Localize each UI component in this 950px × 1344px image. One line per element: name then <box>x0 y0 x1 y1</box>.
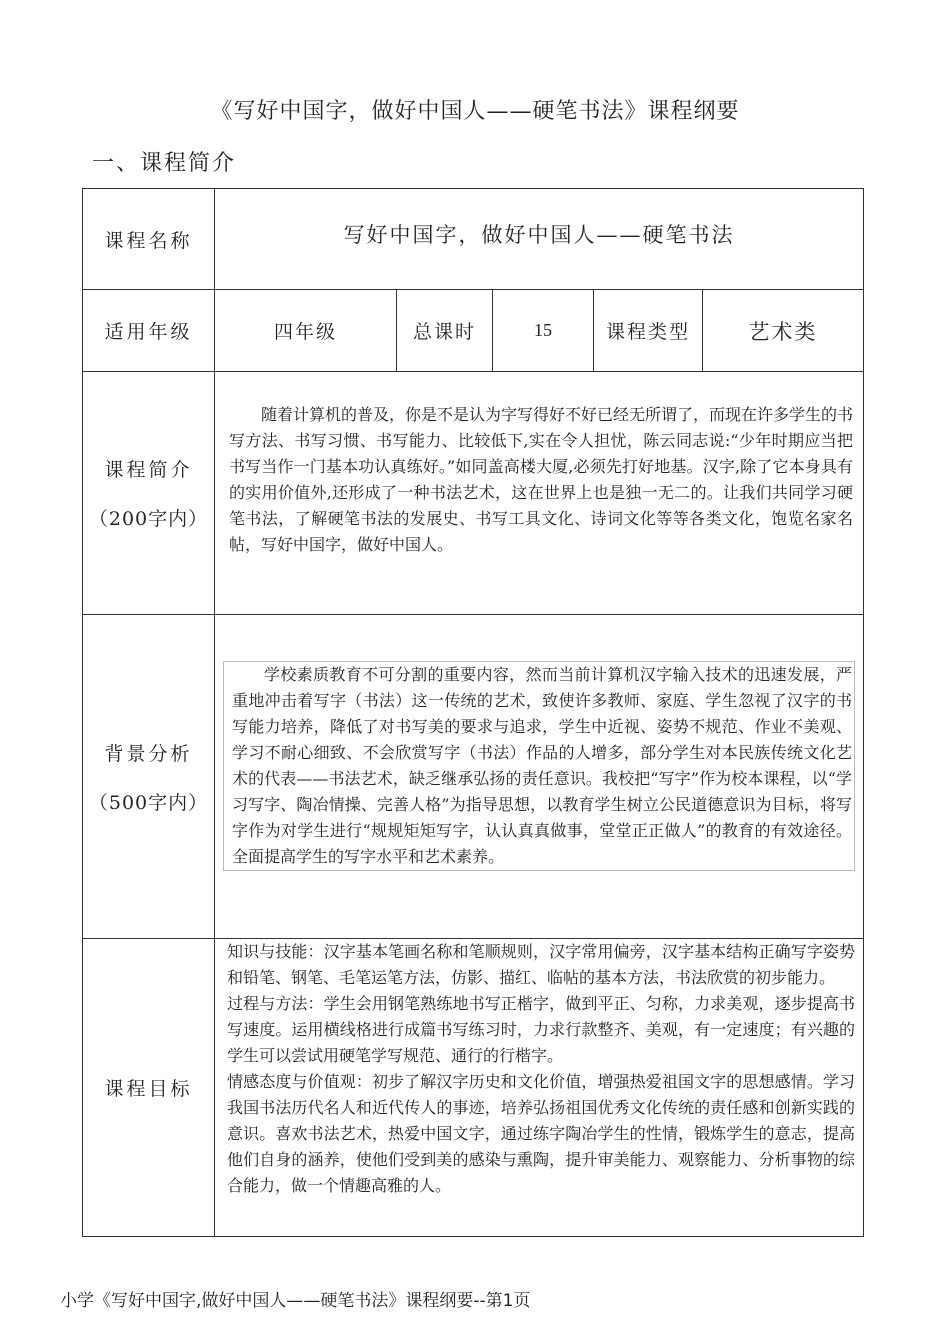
document-title: 《写好中国字，做好中国人——硬笔书法》课程纲要 <box>210 99 740 124</box>
goals-cell <box>215 939 864 1237</box>
hours-value: 15 <box>493 290 594 372</box>
background-text: 学校素质教育不可分割的重要内容，然而当前计算机汉字输入技术的迅速发展，严重地冲击着写字（书法）这一传统的艺术，致使许多教师、家庭、学生忽视了汉字的书写能力培养，降低了对书写美的要求与追求，学生中近视、姿势不规范、作业不美观、学习不耐心细致、不会欣赏写字（书法）作品的人增多，部分学生对本民族传统文化艺术的代表——书法艺术，缺乏继承弘扬的责任意识。我校把“写字”作为校本课程，以“学习写字、陶冶情操、完善人格”为指导思想，以教育学生树立公民道德意识为目标，将写字作为对学生进行“规规矩矩写字，认认真真做事，堂堂正正做人”的教育的有效途径。全面提高学生的写字水平和艺术素养。 <box>223 661 855 871</box>
intro-label: 课程简介 <box>104 459 193 481</box>
course-table <box>82 188 864 1237</box>
goal-emotion: 情感态度与价值观：初步了解汉字历史和文化价值，增强热爱祖国文字的思想感情。学习我国书法历代名人和近代传人的事迹，培养弘扬祖国优秀文化传统的责任感和创新实践的意识。喜欢书法艺术，热爱中国文字，通过练字陶冶学生的性情，锻炼学生的意志，提高他们自身的涵养，使他们受到美的感染与熏陶，提升审美能力、观察能力、分析事物的综合能力，做一个情趣高雅的人。 <box>227 1072 856 1195</box>
row-course-name <box>83 189 864 290</box>
intro-text: 随着计算机的普及，你是不是认为字写得好不好已经无所谓了，而现在许多学生的书写方法、书写习惯、书写能力、比较低下,实在令人担忧，陈云同志说:“少年时期应当把书写当作一门基本功认真练好。”如同盖高楼大厦,必须先打好地基。汉字,除了它本身具有的实用价值外,还形成了一种书法艺术，这在世界上也是独一无二的。让我们共同学习硬笔书法，了解硬笔书法的发展史、书写工具文化、诗词文化等等各类文化，饱览名家名帖，写好中国字，做好中国人。 <box>229 405 854 554</box>
background-sublabel: （500字内） <box>88 791 209 814</box>
page-footer: 小学《写好中国字,做好中国人——硬笔书法》课程纲要--第1页 <box>60 1291 531 1311</box>
row-intro <box>83 372 864 615</box>
intro-sublabel: （200字内） <box>88 508 209 530</box>
intro-cell <box>215 372 864 615</box>
course-name-label: 课程名称 <box>83 189 215 290</box>
row-background <box>83 615 864 939</box>
grade-value: 四年级 <box>215 290 397 372</box>
type-label: 课程类型 <box>594 290 703 372</box>
row-grade <box>83 290 864 372</box>
type-value: 艺术类 <box>703 290 864 372</box>
background-cell <box>215 615 864 939</box>
goal-process: 过程与方法：学生会用钢笔熟练地书写正楷字，做到平正、匀称，力求美观，逐步提高书写速度。运用横线格进行成篇书写练习时，力求行款整齐、美观，有一定速度；有兴趣的学生可以尝试用硬笔学写规范、通行的行楷字。 <box>227 994 856 1065</box>
row-goals <box>83 939 864 1237</box>
course-name-value: 写好中国字，做好中国人——硬笔书法 <box>215 189 864 290</box>
background-label: 背景分析 <box>104 742 193 765</box>
intro-label-cell <box>83 372 215 615</box>
section-heading: 一、课程简介 <box>92 151 237 176</box>
background-label-cell <box>83 615 215 939</box>
goals-label: 课程目标 <box>83 939 215 1237</box>
goal-knowledge: 知识与技能：汉字基本笔画名称和笔顺规则，汉字常用偏旁，汉字基本结构正确写字姿势和铅笔、钢笔、毛笔运笔方法，仿影、描红、临帖的基本方法，书法欣赏的初步能力。 <box>227 942 856 987</box>
hours-label: 总课时 <box>397 290 493 372</box>
grade-label: 适用年级 <box>83 290 215 372</box>
